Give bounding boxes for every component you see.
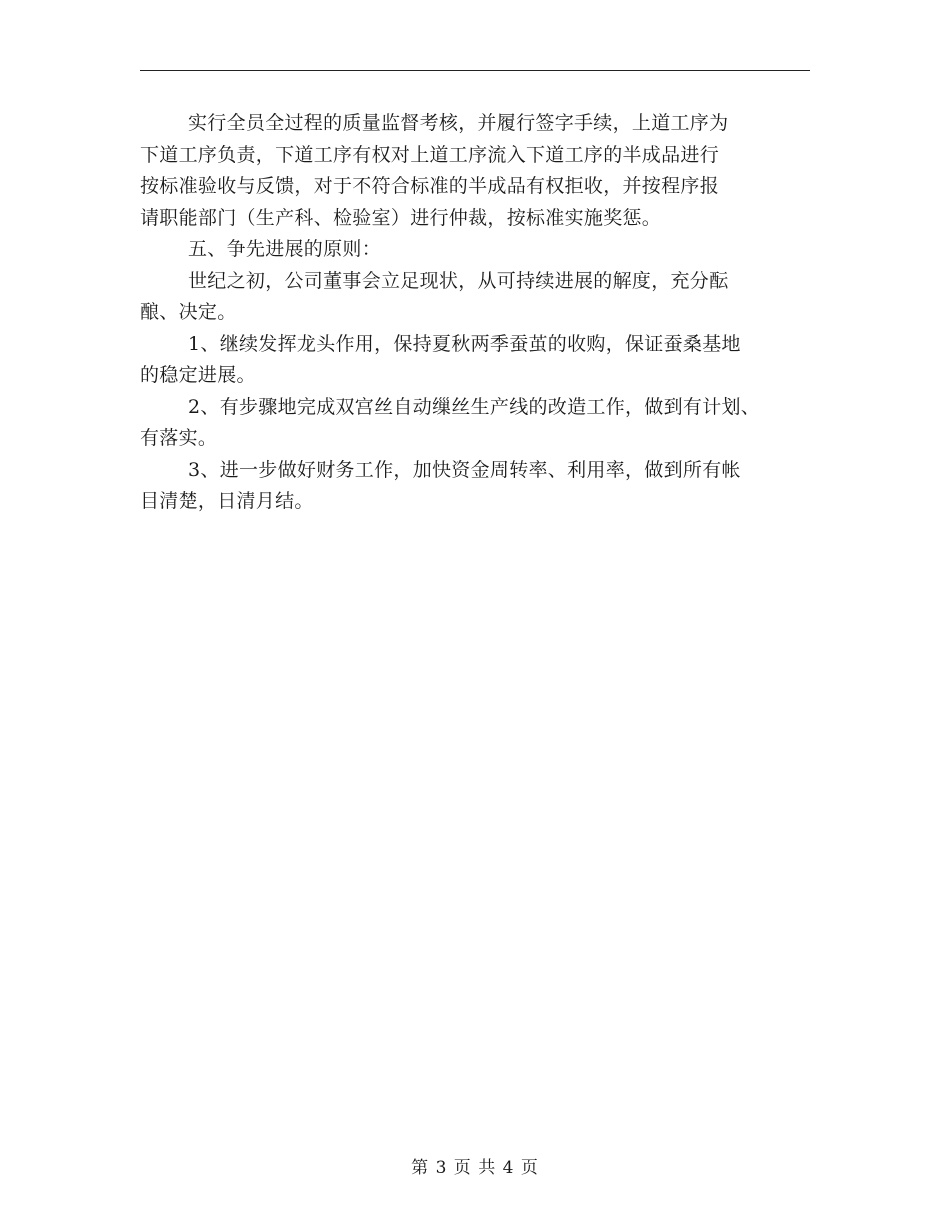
list-item-line: 1、继续发挥龙头作用，保持夏秋两季蚕茧的收购，保证蚕桑基地 — [188, 332, 741, 355]
list-item-2 — [140, 392, 830, 455]
list-item-line: 2、有步骤地完成双宫丝自动缫丝生产线的改造工作，做到有计划、 — [188, 395, 761, 418]
list-item-line: 目清楚，日清月结。 — [140, 490, 314, 512]
list-item-1 — [140, 329, 830, 392]
section-heading-five — [140, 234, 830, 266]
section-heading-text: 五、争先进展的原则： — [188, 238, 382, 260]
paragraph-line: 酿、决定。 — [140, 301, 237, 323]
paragraph-line: 按标准验收与反馈，对于不符合标准的半成品有权拒收，并按程序报 — [140, 175, 720, 197]
list-item-line: 有落实。 — [140, 427, 218, 449]
paragraph-line: 下道工序负责，下道工序有权对上道工序流入下道工序的半成品进行 — [140, 143, 720, 166]
paragraph-board-decision — [140, 266, 830, 329]
paragraph-line: 实行全员全过程的质量监督考核，并履行签字手续，上道工序为 — [188, 112, 729, 134]
document-body — [140, 108, 830, 518]
list-item-line: 3、进一步做好财务工作，加快资金周转率、利用率，做到所有帐 — [188, 458, 741, 481]
paragraph-quality-supervision — [140, 108, 830, 234]
page-number-footer: 第 3 页 共 4 页 — [411, 1158, 539, 1178]
header-rule — [140, 70, 810, 71]
list-item-line: 的稳定进展。 — [140, 364, 256, 386]
list-item-3 — [140, 455, 830, 518]
paragraph-line: 世纪之初，公司董事会立足现状，从可持续进展的解度，充分酝 — [188, 269, 729, 292]
paragraph-line: 请职能部门（生产科、检验室）进行仲裁，按标准实施奖惩。 — [140, 206, 662, 229]
